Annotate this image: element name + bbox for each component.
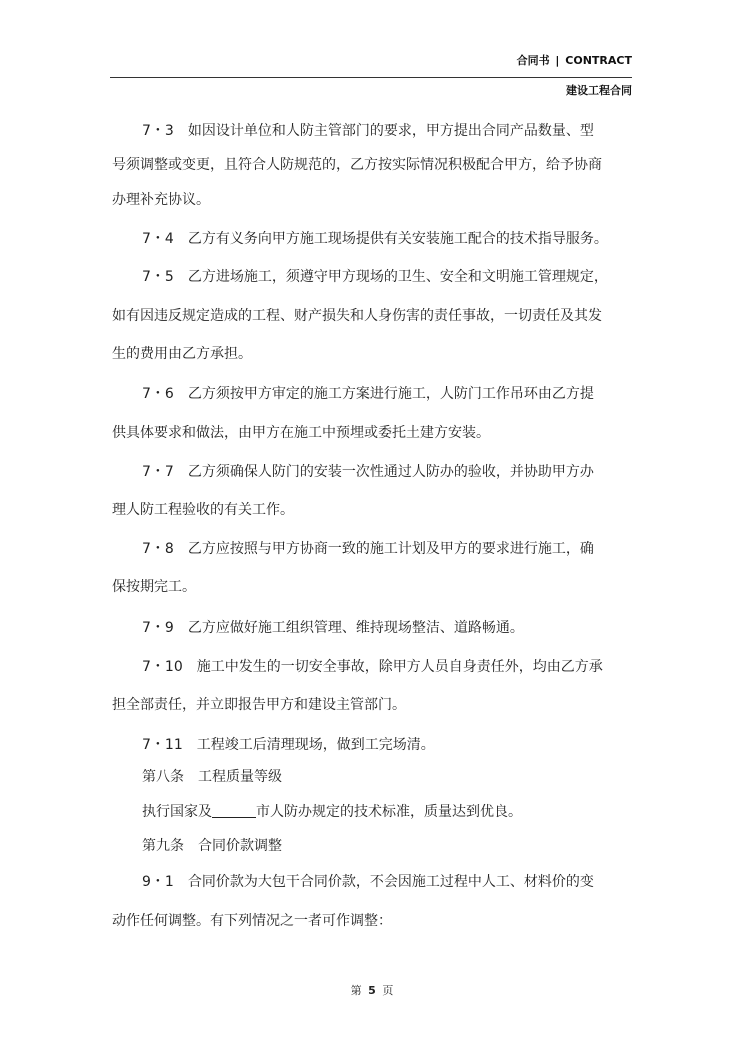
page-number: 5 — [368, 984, 376, 997]
header-separator: | — [555, 54, 560, 67]
header-title-en: CONTRACT — [565, 54, 632, 67]
header-rule — [110, 77, 632, 78]
text-line: 动作任何调整。有下列情况之一者可作调整： — [112, 913, 392, 929]
section-heading: 第九条 合同价款调整 — [142, 838, 282, 854]
page-suffix: 页 — [382, 984, 394, 997]
text-line: 办理补充协议。 — [112, 192, 210, 208]
fill-in-blank — [212, 803, 256, 818]
text-line: 7・7 乙方须确保人防门的安装一次性通过人防办的验收，并协助甲方办 — [142, 464, 594, 480]
text-line — [112, 793, 668, 831]
text-line: 7・4 乙方有义务向甲方施工现场提供有关安装施工配合的技术指导服务。 — [142, 231, 608, 247]
text-line: 7・3 如因设计单位和人防主管部门的要求，甲方提出合同产品数量、型 — [142, 123, 594, 139]
text-fragment: 执行国家及 — [142, 804, 212, 820]
text-line: 7・5 乙方进场施工，须遵守甲方现场的卫生、安全和文明施工管理规定， — [142, 269, 608, 285]
text-line: 9・1 合同价款为大包干合同价款，不会因施工过程中人工、材料价的变 — [142, 874, 594, 890]
text-line: 7・6 乙方须按甲方审定的施工方案进行施工，人防门工作吊环由乙方提 — [142, 386, 594, 402]
page-prefix: 第 — [350, 984, 362, 997]
text-line: 担全部责任，并立即报告甲方和建设主管部门。 — [112, 697, 406, 713]
text-line: 供具体要求和做法，由甲方在施工中预埋或委托土建方安装。 — [112, 425, 490, 441]
text-line: 号须调整或变更，且符合人防规范的，乙方按实际情况积极配合甲方，给予协商 — [112, 157, 602, 173]
text-line: 7・11 工程竣工后清理现场，做到工完场清。 — [142, 737, 435, 753]
header-title-cn: 合同书 — [516, 54, 550, 67]
header-subtitle: 建设工程合同 — [566, 84, 632, 97]
page-footer — [0, 982, 744, 998]
text-fragment: 市人防办规定的技术标准，质量达到优良。 — [256, 804, 522, 820]
text-line: 7・9 乙方应做好施工组织管理、维持现场整洁、道路畅通。 — [142, 620, 524, 636]
section-heading: 第八条 工程质量等级 — [142, 769, 282, 785]
text-line: 生的费用由乙方承担。 — [112, 346, 252, 362]
text-line: 理人防工程验收的有关工作。 — [112, 502, 294, 518]
text-line: 7・8 乙方应按照与甲方协商一致的施工计划及甲方的要求进行施工，确 — [142, 541, 594, 557]
text-line: 7・10 施工中发生的一切安全事故，除甲方人员自身责任外，均由乙方承 — [142, 659, 603, 675]
text-line: 如有因违反规定造成的工程、财产损失和人身伤害的责任事故，一切责任及其发 — [112, 308, 602, 324]
header-title — [517, 52, 632, 68]
text-line: 保按期完工。 — [112, 579, 196, 595]
